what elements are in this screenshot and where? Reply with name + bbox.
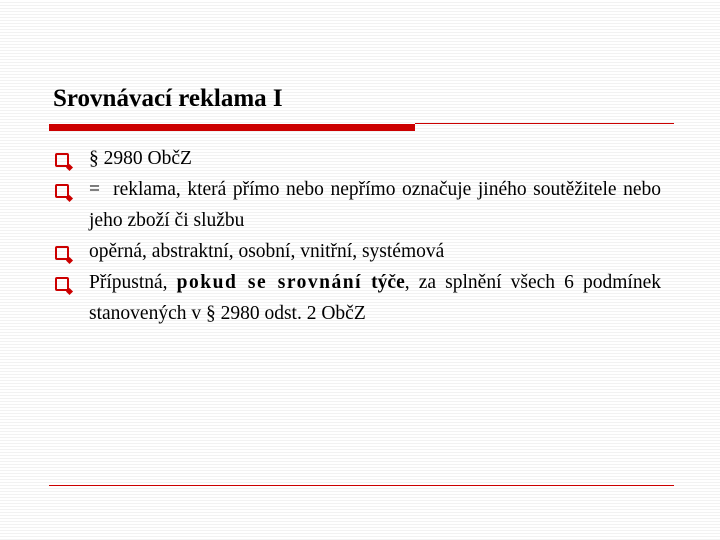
footer-rule (49, 485, 674, 486)
bullet-text: § 2980 ObčZ (89, 148, 192, 169)
bullet-text-end: , za splnění všech 6 podmínek stanovených v § 2980 odst. 2 ObčZ (89, 272, 662, 324)
bullet-item (55, 236, 661, 267)
bullet-text-emphasis: pokud se srovnání (176, 272, 363, 293)
title-underline-thick (49, 124, 415, 131)
square-bullet-icon (55, 184, 69, 198)
bullet-item (55, 143, 661, 174)
bullet-text-bold: týče (371, 272, 405, 293)
bullet-text: = reklama, která přímo nebo nepřímo označuje jiného soutěžitele nebo jeho zboží či službu (89, 179, 666, 231)
title-underline-thin (415, 123, 674, 124)
bullet-text-start: Přípustná, (89, 272, 177, 293)
square-bullet-icon (55, 153, 69, 167)
bullet-item (55, 174, 666, 236)
bullet-text-gap (362, 272, 371, 293)
bullet-item (55, 267, 661, 329)
square-bullet-icon (55, 246, 69, 260)
bullet-list (55, 143, 666, 329)
bullet-text: opěrná, abstraktní, osobní, vnitřní, systémová (89, 241, 445, 262)
slide-title: Srovnávací reklama I (53, 85, 283, 112)
square-bullet-icon (55, 277, 69, 291)
